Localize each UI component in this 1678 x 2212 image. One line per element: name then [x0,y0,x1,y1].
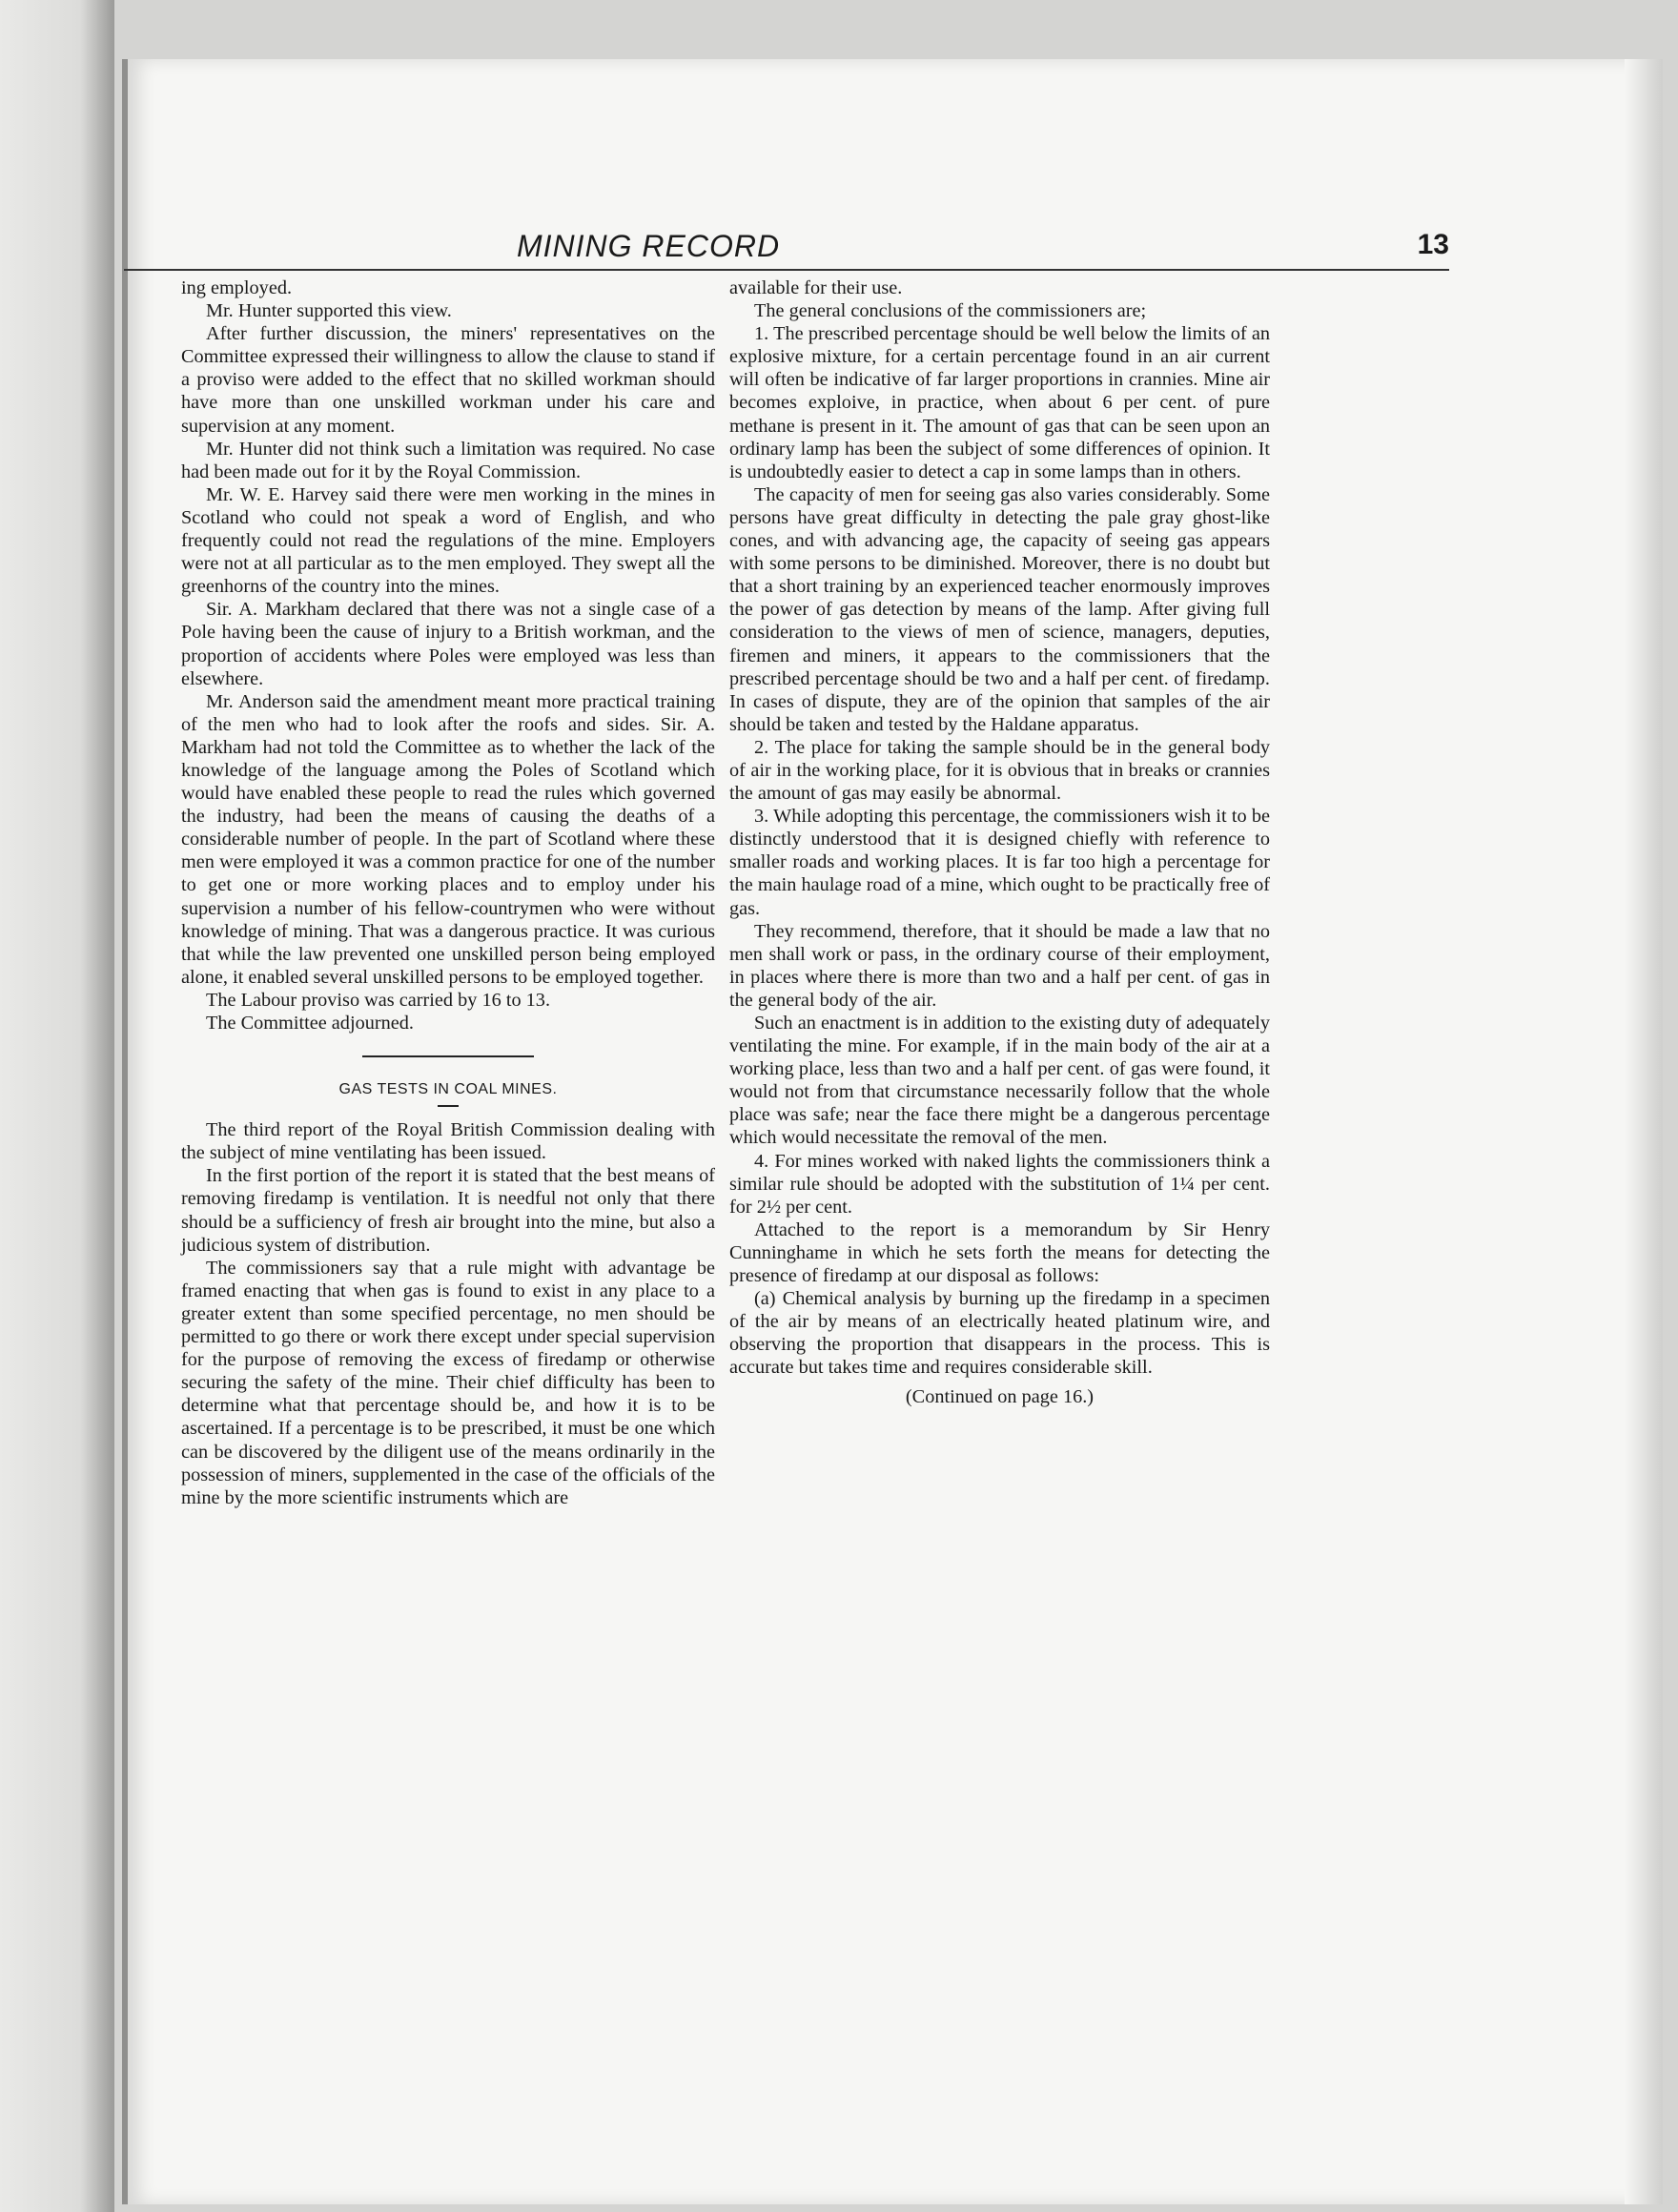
paragraph: 2. The place for taking the sample should be in the general body of air in the working place, for it is obvious that in breaks or crannies the amount of gas may easily be abnormal. [729,736,1270,805]
paragraph: Mr. Hunter supported this view. [206,300,452,322]
page-edge-shadow [1625,59,1663,2204]
paragraph: Mr. W. E. Harvey said there were men working in the mines in Scotland who could not speak a word of English, and who frequently could not read the regulations of the mine. Employers were not at all particular as to the men employed. They swept all the greenhorns of the country into the mines. [181,483,715,598]
paragraph: (a) Chemical analysis by burning up the firedamp in a specimen of the air by means of an electrically heated platinum wire, and observing the proportion that disappears in the process. This is accurate but takes time and requires considerable skill. [729,1288,1270,1379]
article-heading: GAS TESTS IN COAL MINES. [338,1081,558,1098]
left-column [181,276,715,1509]
paragraph: In the first portion of the report it is stated that the best means of removing firedamp is ventilation. It is needful not only that there should be a sufficiency of fresh air brought into the mine, but also a judicious system of distribution. [181,1165,715,1256]
paragraph: 3. While adopting this percentage, the commissioners wish it to be distinctly understood that it is designed chiefly with reference to smaller roads and working places. It is far too high a percentage for the main haulage road of a mine, which ought to be practically free of gas. [729,806,1270,919]
paragraph: Sir. A. Markham declared that there was not a single case of a Pole having been the cause of injury to a British workman, and the proportion of accidents where Poles were employed was less than elsewhere. [181,599,715,689]
paragraph: The Labour proviso was carried by 16 to 13. [206,989,551,1011]
paragraph: The general conclusions of the commissioners are; [754,300,1147,322]
paragraph: The capacity of men for seeing gas also varies considerably. Some persons have great difficulty in detecting the pale gray ghost-like cones, and with advancing age, the capacity of seeing gas appears with some persons to be diminished. Moreover, there is no doubt but that a short training by an experienced teacher enormously improves the power of gas detection by means of the lamp. After giving full consideration to the views of men of science, managers, deputies, firemen and miners, it appears to the commissioners that the prescribed percentage should be two and a half per cent. of firedamp. In cases of dispute, they are of the opinion that samples of the air should be taken and tested by the Haldane apparatus. [729,483,1270,735]
header-rule [124,269,1449,271]
paragraph: Such an enactment is in addition to the existing duty of adequately ventilating the mine. For example, if in the main body of the air at a working place, less than two and a half per cent. of gas were found, it would not from that circumstance necessarily follow that the whole place was safe; near the face there might be a dangerous percentage which would necessitate the removal of the men. [729,1013,1270,1149]
paragraph: ing employed. [181,277,293,298]
paragraph: Mr. Hunter did not think such a limitation was required. No case had been made out for it by the Royal Commission. [181,438,715,482]
page-number: 13 [1417,229,1449,260]
paragraph: The commissioners say that a rule might with advantage be framed enacting that when gas is found to exist in any place to a greater extent than some specified percentage, no men should be permitted to go there or work there except under special supervision for the purpose of removing the excess of firedamp or otherwise securing the safety of the mine. Their chief difficulty has been to determine what that percentage should be, and how it is to be ascertained. If a percentage is to be prescribed, it must be one which can be discovered by the diligent use of the means ordinarily in the possession of miners, supplemented in the case of the officials of the mine by the more scientific instruments which are [181,1257,715,1508]
paragraph: 1. The prescribed percentage should be well below the limits of an explosive mixture, for a certain percentage found in an air current will often be indicative of far larger proportions in crannies. Mine air becomes exploive, in practice, when about 6 per cent. of pure methane is present in it. The amount of gas that can be seen upon an ordinary lamp has been the subject of some differences of opinion. It is undoubtedly easier to detect a cap in some lamps than in others. [729,323,1270,482]
section-divider [362,1055,534,1057]
paragraph: After further discussion, the miners' representatives on the Committee expressed their willingness to allow the clause to stand if a proviso were added to the effect that no skilled workman should have more than one unskilled workman under his care and supervision at any moment. [181,323,715,437]
running-header [124,170,1449,265]
paragraph: available for their use. [729,277,903,298]
publication-title: MINING RECORD [516,229,781,263]
right-column [729,276,1270,1408]
paragraph: Mr. Anderson said the amendment meant more practical training of the men who had to look after the roofs and sides. Sir. A. Markham had not told the Committee as to whether the lack of the knowledge of the language among the Poles of Scotland which would have enabled these people to read the rules which governed the industry, had been the means of causing the deaths of a considerable number of people. In the part of Scotland where these men were employed it was a common practice for one of the number to get one or more working places and to employ under his supervision a number of his fellow-countrymen who were without knowledge of mining. That was a dangerous practice. It was curious that while the law prevented one unskilled person being employed alone, it enabled several unskilled persons to be employed together. [181,690,715,988]
paragraph: The Committee adjourned. [206,1013,414,1034]
paragraph: 4. For mines worked with naked lights the commissioners think a similar rule should be adopted with the substitution of 1¼ per cent. for 2½ per cent. [729,1150,1270,1218]
facing-page-edge [0,0,114,2212]
heading-dash [438,1105,459,1107]
continued-note: (Continued on page 16.) [905,1385,1095,1407]
paragraph: They recommend, therefore, that it should be made a law that no men shall work or pass, in the ordinary course of their employment, in places where there is more than two and a half per cent. of gas in the general body of the air. [729,920,1270,1011]
paragraph: The third report of the Royal British Commission dealing with the subject of mine ventilating has been issued. [181,1119,715,1164]
paragraph: Attached to the report is a memorandum by Sir Henry Cunninghame in which he sets forth the means for detecting the presence of firedamp at our disposal as follows: [729,1219,1270,1287]
